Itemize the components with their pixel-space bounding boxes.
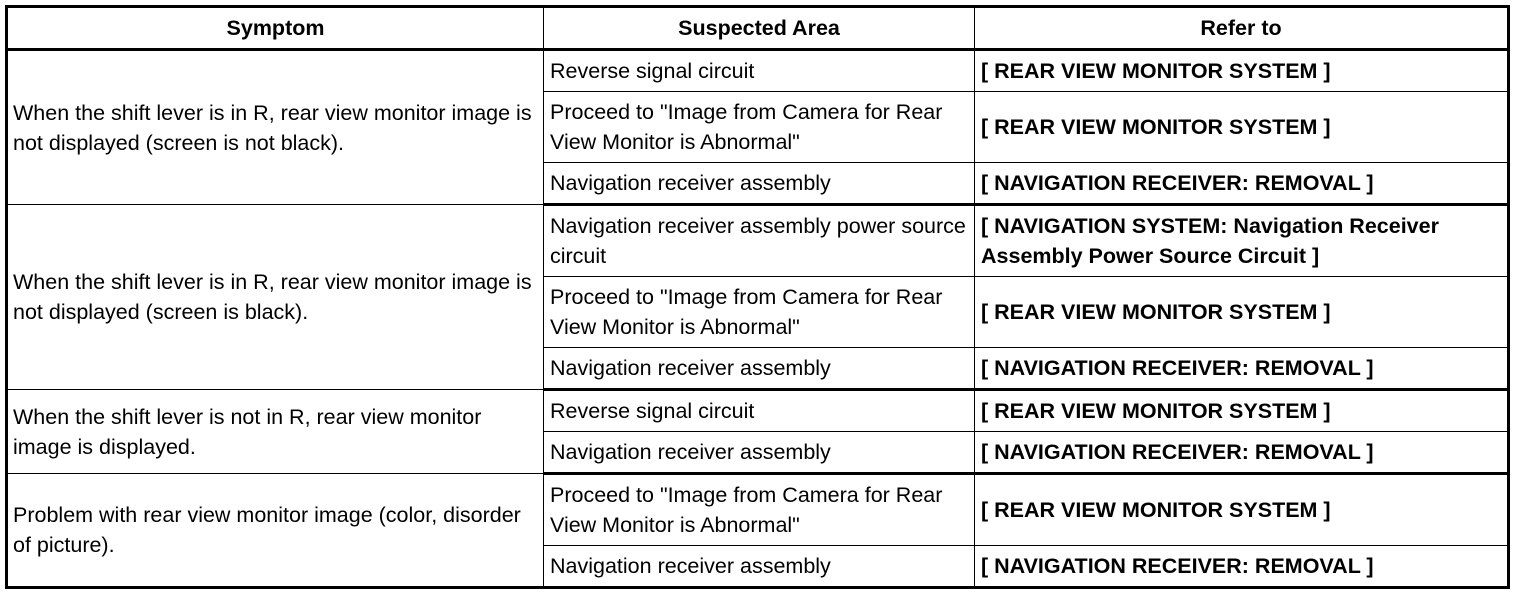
refer-to-link[interactable]: [ REAR VIEW MONITOR SYSTEM ] [975,92,1509,163]
symptom-cell: When the shift lever is in R, rear view monitor image is not displayed (screen is black). [7,205,544,390]
header-symptom: Symptom [7,7,544,50]
refer-to-link[interactable]: [ REAR VIEW MONITOR SYSTEM ] [975,50,1509,92]
refer-to-link[interactable]: [ NAVIGATION RECEIVER: REMOVAL ] [975,432,1509,474]
refer-to-link[interactable]: [ REAR VIEW MONITOR SYSTEM ] [975,474,1509,546]
header-row [7,7,1509,50]
refer-to-link[interactable]: [ NAVIGATION RECEIVER: REMOVAL ] [975,546,1509,588]
suspected-area-cell: Proceed to "Image from Camera for Rear View Monitor is Abnormal" [544,474,975,546]
suspected-area-cell: Navigation receiver assembly [544,546,975,588]
table-row [7,50,1509,92]
suspected-area-cell: Navigation receiver assembly [544,348,975,390]
suspected-area-cell: Navigation receiver assembly [544,163,975,205]
suspected-area-cell: Reverse signal circuit [544,50,975,92]
table-row [7,205,1509,277]
suspected-area-cell: Navigation receiver assembly [544,432,975,474]
refer-to-link[interactable]: [ NAVIGATION RECEIVER: REMOVAL ] [975,348,1509,390]
refer-to-link[interactable]: [ REAR VIEW MONITOR SYSTEM ] [975,277,1509,348]
header-refer-to: Refer to [975,7,1509,50]
suspected-area-cell: Navigation receiver assembly power source circuit [544,205,975,277]
suspected-area-cell: Reverse signal circuit [544,390,975,432]
header-suspected-area: Suspected Area [544,7,975,50]
suspected-area-cell: Proceed to "Image from Camera for Rear View Monitor is Abnormal" [544,92,975,163]
symptom-cell: When the shift lever is not in R, rear view monitor image is displayed. [7,390,544,474]
symptom-cell: When the shift lever is in R, rear view monitor image is not displayed (screen is not black). [7,50,544,205]
suspected-area-cell: Proceed to "Image from Camera for Rear View Monitor is Abnormal" [544,277,975,348]
refer-to-link[interactable]: [ NAVIGATION SYSTEM: Navigation Receiver Assembly Power Source Circuit ] [975,205,1509,277]
table-row [7,390,1509,432]
symptom-cell: Problem with rear view monitor image (color, disorder of picture). [7,474,544,588]
symptom-table [5,5,1510,589]
refer-to-link[interactable]: [ NAVIGATION RECEIVER: REMOVAL ] [975,163,1509,205]
table-row [7,474,1509,546]
refer-to-link[interactable]: [ REAR VIEW MONITOR SYSTEM ] [975,390,1509,432]
